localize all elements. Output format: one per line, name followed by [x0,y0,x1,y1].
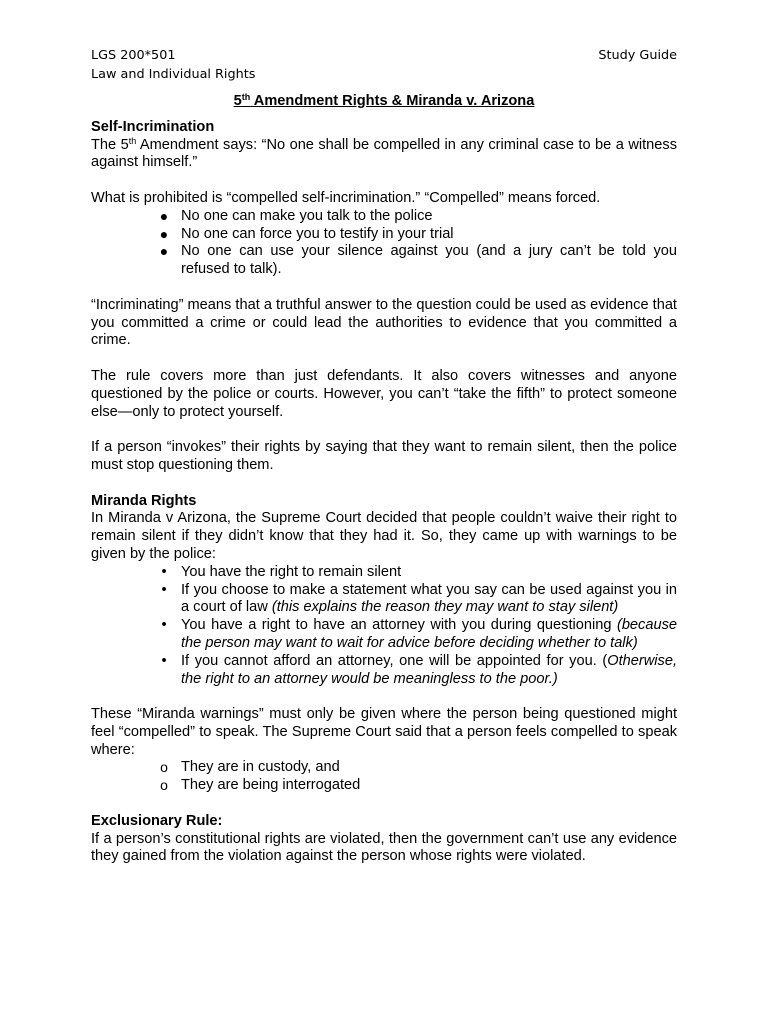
conditions-list [91,759,677,795]
bullet-icon: • [161,652,167,669]
list-item [91,777,677,795]
list-item-text: If you cannot afford an attorney, one will be appointed for you. ( [181,652,608,669]
bullet-icon: ● [159,243,169,260]
miranda-warnings-paragraph: These “Miranda warnings” must only be given where the person being questioned might feel “compelled” to speak. The Supreme Court said that a person feels compelled to speak where: [91,706,677,758]
quote-text: Amendment says: “No one shall be compelled in any criminal case to be a witness against himself.” [91,136,677,171]
miranda-heading: Miranda Rights [91,492,197,509]
bullet-icon: ● [159,207,169,224]
list-item [91,564,677,582]
prohibited-paragraph: What is prohibited is “compelled self-incrimination.” “Compelled” means forced. [91,189,601,206]
list-item [91,243,677,279]
list-item [91,653,677,689]
list-item [91,582,677,618]
bullet-icon: • [161,581,167,598]
list-item-text: You have a right to have an attorney with you during questioning [181,617,617,634]
list-item-text: If you choose to make a statement what you say can be used against you in a court of law [181,581,677,616]
invokes-paragraph: If a person “invokes” their rights by saying that they want to remain silent, then the police must stop questioning them. [91,439,677,473]
list-item-note: Otherwise, the right to an attorney would be meaningless to the poor.) [181,652,677,687]
list-item [91,759,677,777]
course-code: LGS 200*501 [91,48,176,63]
fifth-amendment-quote [91,137,677,173]
exclusionary-paragraph: If a person’s constitutional rights are violated, then the government can’t use any evidence they gained from the violation against the person whose rights were violated. [91,830,677,865]
list-item [91,226,677,244]
rule-coverage-paragraph: The rule covers more than just defendants. It also covers witnesses and anyone questioned by the police or courts. However, you can’t “take the fifth” to protect someone else—only to protect yourself. [91,367,677,420]
quote-intro: The 5 [91,136,129,153]
title-text: Amendment Rights & Miranda v. Arizona [250,93,535,109]
list-item [91,208,677,226]
bullet-icon: • [161,617,167,634]
list-item-text: They are in custody, and [181,759,340,776]
document-title [91,93,677,111]
bullet-icon: • [161,563,167,580]
exclusionary-heading: Exclusionary Rule: [91,812,223,829]
list-item-note: (because the person may want to wait for advice before deciding whether to talk) [181,617,677,651]
doc-type: Study Guide [598,48,677,63]
list-item [91,617,677,653]
prohibited-list [91,208,677,279]
list-item-note: (this explains the reason they may want to stay silent) [271,599,619,616]
list-item-text: No one can use your silence against you (and a jury can’t be told you refused to talk). [181,243,677,278]
incriminating-paragraph: “Incriminating” means that a truthful answer to the question could be used as evidence that you committed a crime or could lead the authorities to evidence that you committed a crime. [91,296,677,349]
list-item-text: They are being interrogated [181,777,361,794]
header-left [91,47,255,84]
title-superscript: th [241,92,251,102]
circle-bullet-icon: o [160,777,168,794]
miranda-warnings-list [91,564,677,689]
course-name: Law and Individual Rights [91,66,256,82]
title-number: 5 [233,93,242,109]
miranda-intro-paragraph: In Miranda v Arizona, the Supreme Court decided that people couldn’t waive their right to remain silent if they didn’t know that they had it. So, they came up with warnings to be given by the police: [91,510,677,562]
list-item-text: You have the right to remain silent [181,563,402,580]
circle-bullet-icon: o [160,759,168,776]
document-body [91,93,677,866]
self-incrimination-heading: Self-Incrimination [91,118,215,135]
list-item-text: No one can force you to testify in your trial [181,225,454,242]
bullet-icon: ● [159,225,169,242]
list-item-text: No one can make you talk to the police [181,207,433,224]
quote-superscript: th [128,135,137,146]
